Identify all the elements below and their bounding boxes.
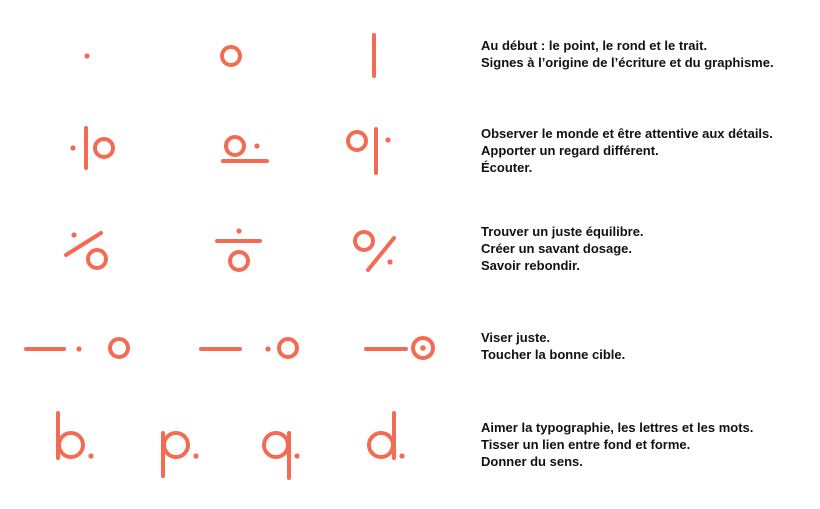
text-line: Signes à l’origine de l’écriture et du graphisme. (481, 55, 774, 70)
text-line: Trouver un juste équilibre. (481, 224, 644, 239)
text-line: Viser juste. (481, 330, 551, 345)
text-block-row-3 (481, 223, 644, 274)
point-symbol (84, 53, 89, 58)
circle-symbol (222, 47, 240, 65)
text-line: Donner du sens. (481, 454, 583, 469)
text-line: Écouter. (481, 160, 533, 175)
circle-point-underline-symbol (223, 137, 267, 161)
text-block-row-5 (481, 419, 753, 470)
letter-d-symbol (369, 413, 405, 459)
text-line: Créer un savant dosage. (481, 241, 632, 256)
text-line: Au début : le point, le rond et le trait. (481, 38, 708, 53)
text-line: Toucher la bonne cible. (481, 347, 626, 362)
dash-point-circle-near-symbol (201, 339, 297, 357)
letter-b-symbol (58, 413, 94, 459)
point-bar-circle-symbol (70, 128, 113, 168)
division-symbol (217, 228, 260, 270)
text-line: Aimer la typographie, les lettres et les mots. (481, 420, 754, 435)
letter-p-symbol (163, 433, 199, 476)
text-line: Savoir rebondir. (481, 258, 580, 273)
letter-q-symbol (264, 433, 300, 478)
slash-circle-symbol (66, 232, 106, 268)
circle-bar-point-symbol (348, 129, 391, 173)
dash-target-symbol (366, 338, 433, 358)
text-block-row-2 (481, 125, 773, 176)
percent-symbol (355, 232, 394, 270)
text-line: Apporter un regard différent. (481, 143, 659, 158)
text-block-row-4 (481, 329, 625, 363)
text-line: Tisser un lien entre fond et forme. (481, 437, 691, 452)
dash-point-circle-far-symbol (26, 339, 128, 357)
text-line: Observer le monde et être attentive aux détails. (481, 126, 773, 141)
text-block-row-1 (481, 37, 774, 71)
